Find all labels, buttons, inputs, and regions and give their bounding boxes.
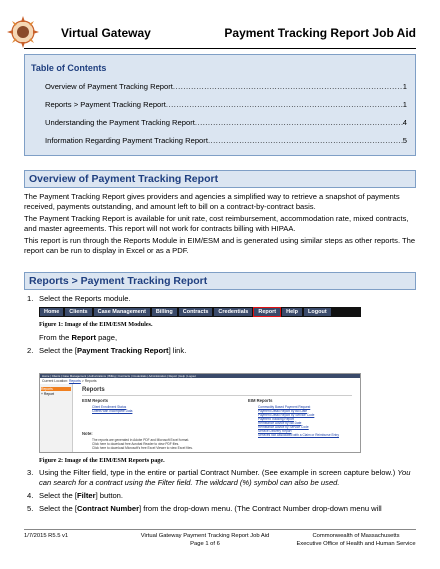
esm-reports-heading: ESM Reports — [82, 398, 109, 403]
report-link[interactable]: Service Delivery Report — [258, 429, 292, 433]
header-divider — [24, 48, 416, 49]
nav-tab-clients[interactable]: Clients — [65, 308, 91, 316]
step-2-text: Select the [Payment Tracking Report] link. — [39, 346, 187, 355]
note-heading: Note: — [82, 431, 93, 436]
nav-tab-home[interactable]: Home — [40, 308, 63, 316]
toc-entry[interactable] — [45, 135, 407, 146]
toc-entry-label: Understanding the Payment Tracking Report — [45, 118, 195, 127]
nav-tab-contracts[interactable]: Contracts — [179, 308, 213, 316]
figure-2-caption: Figure 2: Image of the EIM/ESM Reports page. — [39, 457, 165, 464]
step-number: 5. — [27, 504, 34, 513]
footer-doc-title: Virtual Gateway Payment Tracking Report Job Aid — [140, 533, 270, 539]
step-number: 3. — [27, 468, 34, 477]
overview-paragraph-1: The Payment Tracking Report gives providers and agencies a simplified way to retrieve a snapshot of payments received, payments outstanding, and amount left to bill on a contract-by-contract basis. — [24, 192, 400, 211]
sidebar-item-report[interactable]: + Report — [41, 392, 55, 396]
current-location-breadcrumb: Current Location: Reports > Reports — [42, 379, 97, 383]
step-3-text: Using the Filter field, type in the entire or partial Contract Number. (See example in screen capture below.) You can search for a contract using the Filter field. The wildcard (%) symbol can also be used. — [39, 468, 411, 487]
reports-heading: Reports > Payment Tracking Report — [24, 272, 416, 290]
step-5-text: Select the [Contract Number] from the drop-down menu. (The Contract Number drop-down menu will — [39, 504, 382, 513]
screenshot-sidebar — [40, 384, 73, 453]
step-number: 2. — [27, 346, 34, 355]
reports-page-title: Reports — [82, 387, 105, 393]
table-of-contents — [24, 54, 416, 156]
toc-entry-page: 4 — [402, 118, 407, 127]
toc-entry[interactable] — [45, 117, 407, 128]
nav-tab-help[interactable]: Help — [282, 308, 302, 316]
toc-entry-label: Information Regarding Payment Tracking Report — [45, 136, 208, 145]
report-link[interactable]: Remittance Advice by Service Code — [258, 425, 309, 429]
toc-entry-page: 1 — [402, 82, 407, 91]
step-1-text: Select the Reports module. — [39, 294, 131, 303]
overview-paragraph-3: This report is run through the Reports Module in EIM/ESM and is generated using similar steps as other reports. The report can be run to display in Excel or as a PDF. — [24, 236, 416, 255]
figure-1-caption: Figure 1: Image of the EIM/ESM Modules. — [39, 321, 153, 328]
note-line[interactable]: Click here to download free Acrobat Reader to view PDF files. — [92, 442, 180, 446]
toc-title: Table of Contents — [31, 63, 107, 73]
note-line: The reports are generated in Adobe PDF and Microsoft Excel format. — [92, 438, 190, 442]
report-link[interactable]: Clients with Incomplete Data — [92, 409, 133, 413]
footer-org-line-1: Commonwealth of Massachusetts — [312, 533, 400, 539]
step-number: 1. — [27, 294, 34, 303]
reports-page-screenshot — [39, 373, 361, 453]
report-link[interactable]: Remittance Advice by Bill Date — [258, 421, 302, 425]
toc-entry-label: Overview of Payment Tracking Report — [45, 82, 173, 91]
toc-entry-page: 5 — [402, 136, 407, 145]
header-left-title: Virtual Gateway — [61, 26, 151, 40]
toc-entry-label: Reports > Payment Tracking Report — [45, 100, 166, 109]
sidebar-item-reports[interactable]: Reports — [41, 387, 71, 391]
from-report-page-text: From the Report page, — [39, 333, 118, 342]
step-number: 4. — [27, 491, 34, 500]
modules-nav-bar — [39, 307, 361, 317]
nav-tab-credentials[interactable]: Credentials — [214, 308, 252, 316]
footer-version: 1/7/2015 R5.5 v1 — [24, 533, 69, 539]
toc-entry-page: 1 — [402, 100, 407, 109]
footer-divider — [24, 529, 416, 530]
report-link[interactable]: Client Enrollment Status — [92, 405, 127, 409]
nav-tab-logout[interactable]: Logout — [304, 308, 331, 316]
overview-paragraph-2: The Payment Tracking Report is available for unit rate, cost reimbursement, accommodation rate, mixed contracts, and master agreements. This report will not work for contracts billing with HIPAA. — [24, 214, 409, 233]
note-line[interactable]: Click here to download Microsoft's free Excel Viewer to view Excel files. — [92, 446, 193, 450]
report-link[interactable]: Commodity Based Payment Request — [258, 405, 311, 409]
footer-org-line-2: Executive Office of Health and Human Service — [296, 541, 416, 547]
overview-heading: Overview of Payment Tracking Report — [24, 170, 416, 188]
eim-reports-heading: EIM Reports — [248, 398, 273, 403]
nav-tab-case-management[interactable]: Case Management — [94, 308, 150, 316]
toc-entry[interactable] — [45, 99, 407, 110]
screenshot-top-bar: Home | Clients | Case Management | Authorizations | Billing | Contracts | Credentials | Administration | Report | Help | Logout — [40, 374, 360, 378]
header-right-title: Payment Tracking Report Job Aid — [224, 26, 416, 40]
report-link[interactable]: Services Not Associated with a Claim or Reimburse Entry — [258, 433, 339, 437]
report-link[interactable]: Payment Detail Report by Bill Date — [258, 409, 308, 413]
step-4-text: Select the [Filter] button. — [39, 491, 124, 500]
toc-entry[interactable] — [45, 81, 407, 92]
massachusetts-logo-icon — [5, 14, 41, 50]
report-link[interactable]: Payment Detail Report by Service Code — [258, 413, 315, 417]
footer-page-number: Page 1 of 6 — [190, 541, 220, 547]
nav-tab-report[interactable]: Report — [254, 308, 280, 316]
nav-tab-billing[interactable]: Billing — [152, 308, 177, 316]
title-divider — [82, 395, 352, 396]
payment-tracking-report-link[interactable]: Payment Tracking Report — [258, 417, 294, 421]
